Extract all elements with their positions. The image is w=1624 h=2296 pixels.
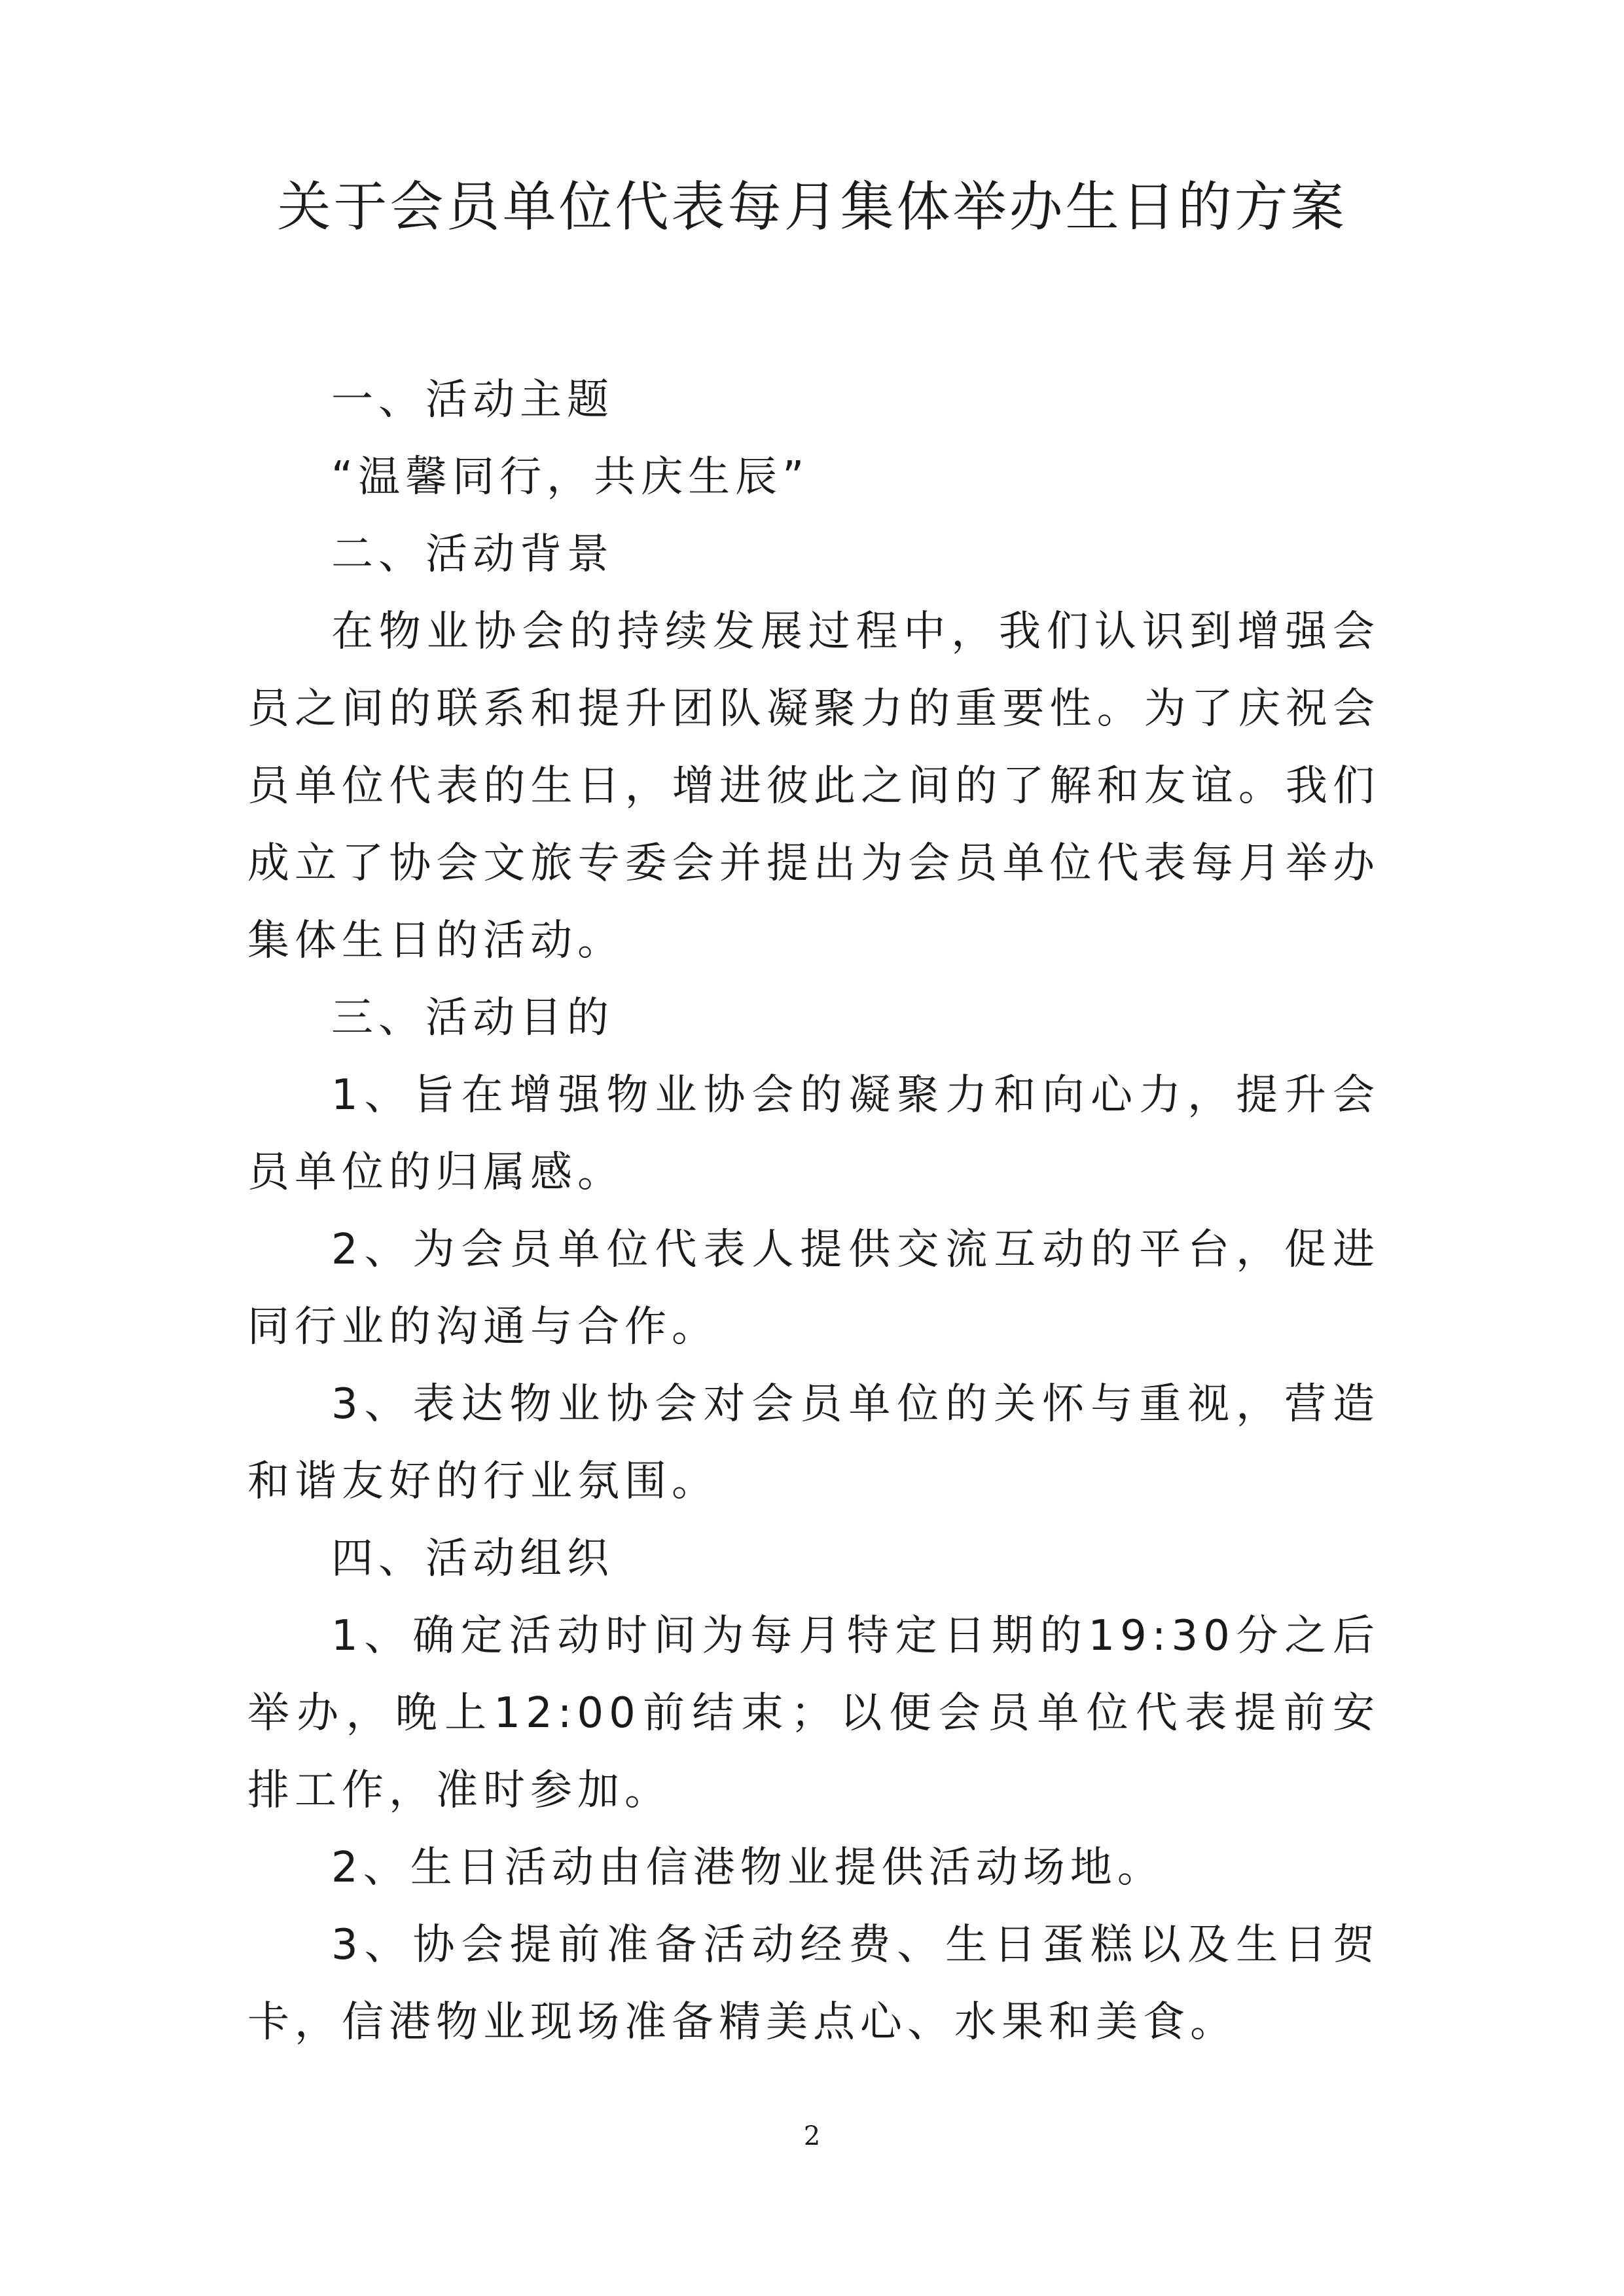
background-paragraph: 在物业协会的持续发展过程中，我们认识到增强会员之间的联系和提升团队凝聚力的重要性。为了庆祝会员单位代表的生日，增进彼此之间的了解和友谊。我们成立了协会文旅专委会并提出为会员单位代表每月举办集体生日的活动。 <box>247 608 1380 965</box>
section-heading-theme: 一、活动主题 <box>331 376 614 424</box>
section-heading-background: 二、活动背景 <box>331 530 614 579</box>
document-body <box>247 361 1380 2061</box>
section-heading-purpose: 三、活动目的 <box>331 994 614 1042</box>
purpose-item-3: 3、表达物业协会对会员单位的关怀与重视，营造和谐友好的行业氛围。 <box>247 1380 1380 1506</box>
section-heading-organization: 四、活动组织 <box>331 1535 614 1583</box>
purpose-item-1: 1、旨在增强物业协会的凝聚力和向心力，提升会员单位的归属感。 <box>247 1071 1380 1197</box>
purpose-item-2: 2、为会员单位代表人提供交流互动的平台，促进同行业的沟通与合作。 <box>247 1226 1380 1351</box>
page-number: 2 <box>803 2121 821 2151</box>
theme-text: “温馨同行，共庆生辰” <box>331 453 810 501</box>
organization-item-3: 3、协会提前准备活动经费、生日蛋糕以及生日贺卡，信港物业现场准备精美点心、水果和美食。 <box>247 1921 1380 2047</box>
document-title: 关于会员单位代表每月集体举办生日的方案 <box>277 176 1347 238</box>
organization-item-2: 2、生日活动由信港物业提供活动场地。 <box>331 1844 1164 1892</box>
organization-item-1: 1、确定活动时间为每月特定日期的19:30分之后举办，晚上12:00前结束；以便会员单位代表提前安排工作，准时参加。 <box>247 1612 1380 1815</box>
